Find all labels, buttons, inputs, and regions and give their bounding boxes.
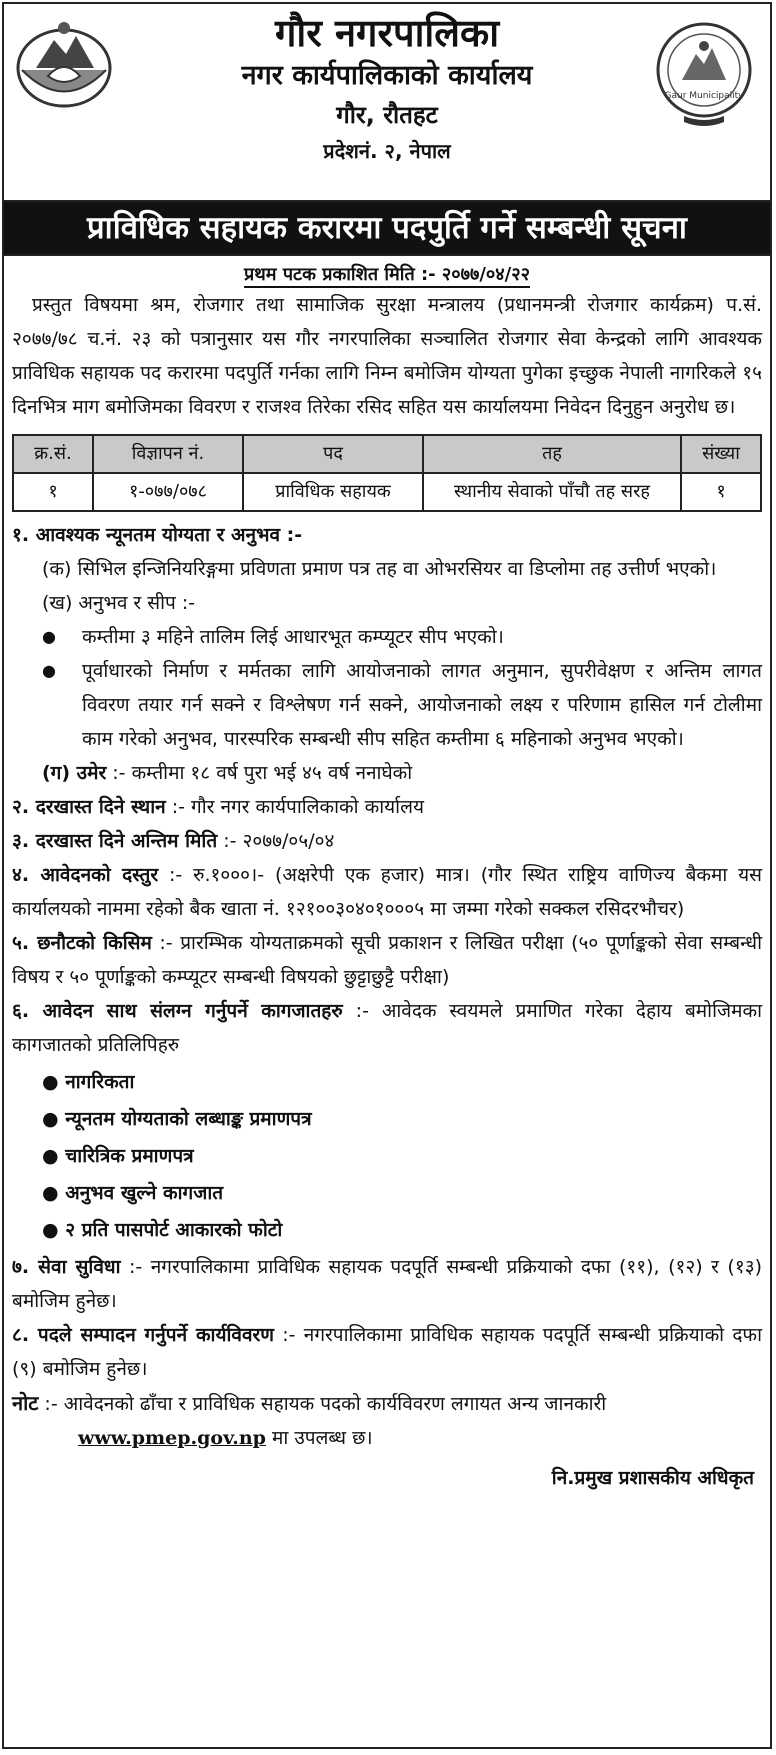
list-item bbox=[42, 1213, 762, 1247]
province: प्रदेशनं. २, नेपाल bbox=[323, 139, 451, 163]
cell-post: प्राविधिक सहायक bbox=[243, 473, 423, 511]
section-selection bbox=[12, 926, 762, 994]
age-requirement bbox=[12, 756, 762, 790]
col-header-sn: क्र.सं. bbox=[13, 435, 93, 473]
col-header-post: पद bbox=[243, 435, 423, 473]
bullet-icon: ● bbox=[42, 1145, 59, 1167]
section-4-label: ४. आवेदनको दस्तुर bbox=[12, 864, 159, 886]
section-5-label: ५. छनौटको किसिम bbox=[12, 932, 152, 954]
note-suffix: मा उपलब्ध छ। bbox=[272, 1427, 373, 1449]
col-header-count: संख्या bbox=[681, 435, 761, 473]
col-header-level: तह bbox=[423, 435, 681, 473]
cell-ad-no: १-०७७/०७८ bbox=[93, 473, 243, 511]
experience-label: (ख) अनुभव र सीप :- bbox=[42, 592, 196, 614]
table-row bbox=[13, 473, 761, 511]
office-place: गौर, रौतहट bbox=[336, 101, 438, 129]
vacancy-table bbox=[12, 434, 762, 512]
section-documents bbox=[12, 994, 762, 1062]
age-text: :- कम्तीमा १८ वर्ष पुरा भई ४५ वर्ष ननाघेको bbox=[112, 762, 413, 784]
col-header-ad-no: विज्ञापन नं. bbox=[93, 435, 243, 473]
list-item bbox=[12, 654, 762, 756]
note-label: नोट bbox=[12, 1391, 39, 1415]
bullet-icon: ● bbox=[42, 1108, 59, 1130]
list-item bbox=[12, 620, 762, 654]
document-item: २ प्रति पासपोर्ट आकारको फोटो bbox=[65, 1219, 283, 1241]
section-qualification bbox=[12, 518, 762, 790]
document-item: नागरिकता bbox=[65, 1071, 135, 1093]
notice-page bbox=[2, 2, 772, 1749]
section-5-text: :- प्रारम्भिक योग्यताक्रमको सूची प्रकाशन र लिखित परीक्षा (५० पूर्णाङ्कको सेवा सम्बन्धी विषय र ५० पूर्णाङ्कको कम्प्यूटर सम्बन्धी विषयको छुट्टाछुट्टै परीक्षा) bbox=[12, 932, 762, 988]
list-item bbox=[42, 1139, 762, 1173]
section-4-text: :- रु.१०००।- (अक्षरेपी एक हजार) मात्र। (गौर स्थित राष्ट्रिय वाणिज्य बैकमा यस कार्यालयको नाममा रहेको बैक खाता नं. १२१००३०४०१०००५ मा जम्मा गरेको सक्कल रसिदरभौचर) bbox=[12, 864, 763, 920]
cell-count: १ bbox=[681, 473, 761, 511]
document-item: अनुभव खुल्ने कागजात bbox=[65, 1182, 224, 1204]
note-url-line bbox=[12, 1421, 762, 1455]
section-7-text: :- नगरपालिकामा प्राविधिक सहायक पदपूर्ति सम्बन्धी प्रक्रियाको दफा (११), (१२) र (१३) बमोजिम हुनेछ। bbox=[12, 1256, 762, 1312]
intro-paragraph: प्रस्तुत विषयमा श्रम, रोजगार तथा सामाजिक सुरक्षा मन्त्रालय (प्रधानमन्त्री रोजगार कार्यक्रम) प.सं. २०७७/७८ च.नं. २३ को पत्रानुसार यस गौर नगरपालिका सञ्चालित रोजगार सेवा केन्द्रको लागि आवश्यक प्राविधिक सहायक पद करारमा पदपुर्ति गर्नका लागि निम्न बमोजिम योग्यता पुगेका इच्छुक नेपाली नागरिकले १५ दिनभित्र माग बमोजिमका विवरण र राजश्व तिरेका रसिद सहित यस कार्यालयमा निवेदन दिनुहुन अनुरोध छ। bbox=[12, 294, 762, 418]
bullet-icon: ● bbox=[42, 627, 56, 646]
section-benefits bbox=[12, 1250, 762, 1318]
bullet-icon: ● bbox=[42, 1182, 59, 1204]
table-header-row bbox=[13, 435, 761, 473]
org-name: गौर नगरपालिका bbox=[274, 11, 500, 55]
section-8-text: :- नगरपालिकामा प्राविधिक सहायक पदपूर्ति सम्बन्धी प्रक्रियाको दफा (९) बमोजिम हुनेछ। bbox=[12, 1324, 762, 1380]
seal-text: Gaur Municipality bbox=[664, 91, 744, 101]
note-text: :- आवेदनको ढाँचा र प्राविधिक सहायक पदको कार्यविवरण लगायत अन्य जानकारी bbox=[44, 1393, 607, 1415]
header bbox=[4, 10, 770, 202]
qualification-ka: (क) सिभिल इन्जिनियरिङ्गमा प्रविणता प्रमाण पत्र तह वा ओभरसियर वा डिप्लोमा तह उत्तीर्ण भएको। bbox=[42, 558, 717, 580]
section-7-label: ७. सेवा सुविधा bbox=[12, 1256, 121, 1278]
signature: नि.प्रमुख प्रशासकीय अधिकृत bbox=[551, 1467, 754, 1489]
notice-body bbox=[4, 288, 770, 1495]
list-item bbox=[42, 1102, 762, 1136]
notice-title: प्राविधिक सहायक करारमा पदपुर्ति गर्ने सम्बन्धी सूचना bbox=[4, 202, 770, 256]
list-item bbox=[42, 1065, 762, 1099]
section-1-label: १. आवश्यक न्यूनतम योग्यता र अनुभव :- bbox=[12, 524, 303, 546]
bullet-icon: ● bbox=[42, 1219, 59, 1241]
note bbox=[12, 1386, 762, 1421]
published-date-text: प्रथम पटक प्रकाशित मिति :- २०७७/०४/२२ bbox=[244, 264, 530, 288]
bullet-icon: ● bbox=[42, 1071, 59, 1093]
bullet-icon: ● bbox=[42, 661, 56, 680]
pmep-link[interactable]: www.pmep.gov.np bbox=[78, 1427, 266, 1449]
section-place bbox=[12, 790, 762, 824]
section-fee bbox=[12, 858, 762, 926]
office-name: नगर कार्यपालिकाको कार्यालय bbox=[241, 60, 533, 91]
section-2-text: :- गौर नगर कार्यपालिकाको कार्यालय bbox=[171, 796, 424, 818]
section-job-description bbox=[12, 1318, 762, 1386]
document-item: चारित्रिक प्रमाणपत्र bbox=[65, 1145, 194, 1167]
list-item bbox=[42, 1176, 762, 1210]
cell-level: स्थानीय सेवाको पाँचौ तह सरह bbox=[423, 473, 681, 511]
experience-item-1: कम्तीमा ३ महिने तालिम लिई आधारभूत कम्प्यूटर सीप भएको। bbox=[82, 626, 504, 648]
section-3-text: :- २०७७/०५/०४ bbox=[223, 830, 335, 852]
document-item: न्यूनतम योग्यताको लब्धाङ्क प्रमाणपत्र bbox=[65, 1108, 312, 1130]
section-deadline bbox=[12, 824, 762, 858]
section-6-label: ६. आवेदन साथ संलग्न गर्नुपर्ने कागजातहरु bbox=[12, 1000, 343, 1022]
section-8-label: ८. पदले सम्पादन गर्नुपर्ने कार्यविवरण bbox=[12, 1324, 275, 1346]
published-date bbox=[4, 262, 770, 286]
section-3-label: ३. दरखास्त दिने अन्तिम मिति bbox=[12, 830, 218, 852]
nepal-emblem-icon bbox=[14, 18, 114, 110]
municipality-seal-icon bbox=[654, 18, 754, 128]
experience-item-2: पूर्वाधारको निर्माण र मर्मतका लागि आयोजनाको लागत अनुमान, सुपरीवेक्षण र अन्तिम लागत विवरण तयार गर्न सक्ने र विश्लेषण गर्न सक्ने, आयोजनाको लक्ष्य र परिणाम हासिल गर्न टोलीमा काम गरेको अनुभव, पारस्परिक सम्बन्धी सीप सहित कम्तीमा ६ महिनाको अनुभव भएको। bbox=[82, 660, 762, 750]
cell-sn: १ bbox=[13, 473, 93, 511]
section-2-label: २. दरखास्त दिने स्थान bbox=[12, 796, 166, 818]
section-6-text: :- आवेदक स्वयमले प्रमाणित गरेका देहाय बमोजिमका कागजातको प्रतिलिपिहरु bbox=[12, 1000, 762, 1056]
document-list bbox=[12, 1065, 762, 1247]
age-label: (ग) उमेर bbox=[42, 762, 107, 784]
